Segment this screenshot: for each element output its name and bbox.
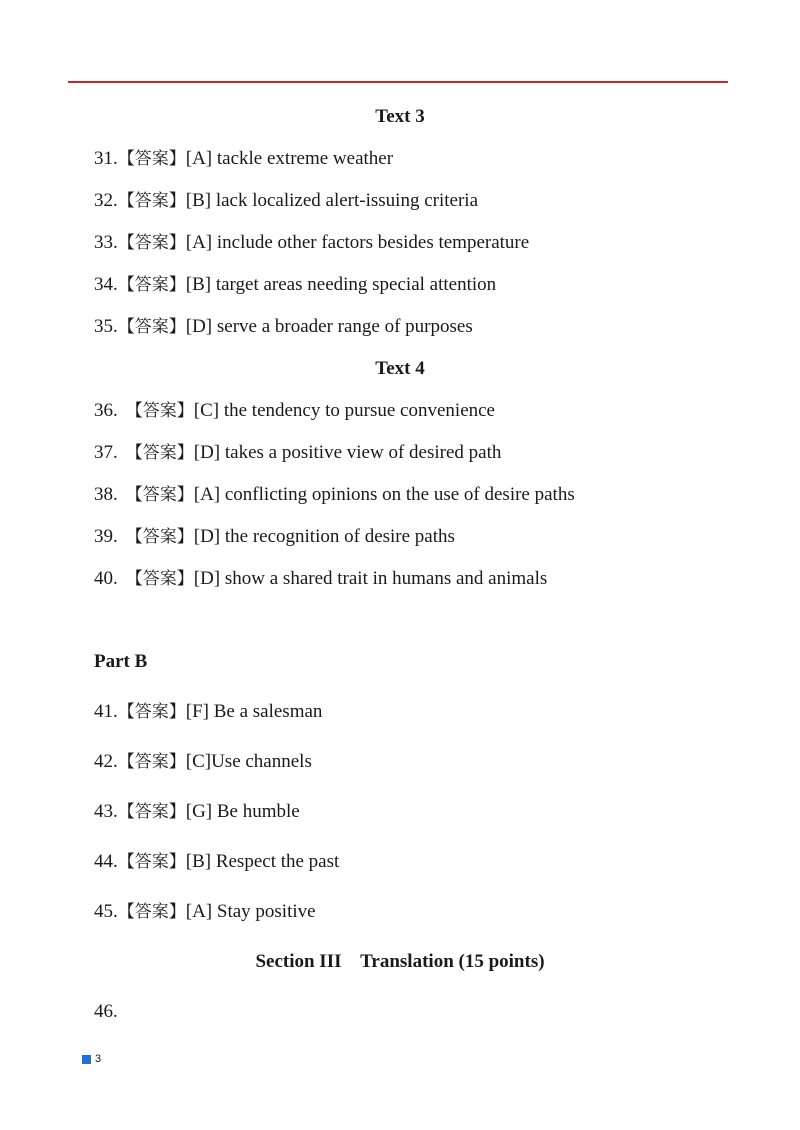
page-number: 3 — [95, 1053, 102, 1065]
answer-text: [F] Be a salesman — [185, 701, 323, 722]
answer-line-42 — [94, 750, 312, 774]
text4-heading: Text 4 — [375, 358, 425, 379]
answer-line-35 — [94, 315, 473, 339]
answer-tag: 【答案】 — [117, 149, 186, 169]
answer-tag: 【答案】 — [117, 702, 186, 722]
question-number: 44. — [94, 851, 118, 872]
header-rule — [68, 81, 728, 83]
answer-text: [B] lack localized alert-issuing criteria — [185, 190, 479, 211]
question-number: 43. — [94, 801, 118, 822]
answer-line-44 — [94, 850, 339, 874]
answer-text: [A] tackle extreme weather — [185, 148, 394, 169]
answer-text: [A] conflicting opinions on the use of desire paths — [193, 484, 575, 505]
answer-line-39 — [94, 525, 455, 549]
answer-tag: 【答案】 — [117, 802, 186, 822]
answer-text: [C]Use channels — [185, 751, 312, 772]
answer-text: [G] Be humble — [185, 801, 300, 822]
question-number: 40. — [94, 568, 118, 589]
text3-heading: Text 3 — [375, 106, 425, 127]
question-number: 31. — [94, 148, 118, 169]
answer-line-38 — [94, 483, 575, 507]
answer-tag: 【答案】 — [125, 569, 194, 589]
question-number: 36. — [94, 400, 118, 421]
question-number: 35. — [94, 316, 118, 337]
answer-line-33 — [94, 231, 529, 255]
part-b-heading: Part B — [94, 651, 148, 672]
answer-tag: 【答案】 — [117, 275, 186, 295]
question-46-number: 46. — [94, 1001, 118, 1022]
answer-line-31 — [94, 147, 393, 171]
answer-tag: 【答案】 — [117, 852, 186, 872]
answer-text: [B] Respect the past — [185, 851, 340, 872]
question-number: 42. — [94, 751, 118, 772]
question-number: 41. — [94, 701, 118, 722]
answer-tag: 【答案】 — [117, 902, 186, 922]
answer-line-36 — [94, 399, 495, 423]
question-number: 37. — [94, 442, 118, 463]
answer-text: [C] the tendency to pursue convenience — [193, 400, 495, 421]
answer-line-32 — [94, 189, 478, 213]
answer-text: [A] include other factors besides temperature — [185, 232, 530, 253]
answer-tag: 【答案】 — [125, 401, 194, 421]
answer-line-41 — [94, 700, 322, 724]
answer-tag: 【答案】 — [125, 485, 194, 505]
answer-text: [A] Stay positive — [185, 901, 316, 922]
answer-text: [D] the recognition of desire paths — [193, 526, 455, 547]
question-number: 38. — [94, 484, 118, 505]
question-number: 39. — [94, 526, 118, 547]
answer-text: [B] target areas needing special attention — [185, 274, 497, 295]
answer-line-40 — [94, 567, 547, 591]
answer-tag: 【答案】 — [117, 752, 186, 772]
page-marker-icon — [82, 1055, 91, 1064]
question-number: 34. — [94, 274, 118, 295]
answer-line-37 — [94, 441, 501, 465]
section-3-heading: Section III Translation (15 points) — [255, 951, 545, 972]
question-number: 33. — [94, 232, 118, 253]
answer-line-43 — [94, 800, 300, 824]
answer-tag: 【答案】 — [117, 191, 186, 211]
question-number: 32. — [94, 190, 118, 211]
question-number: 45. — [94, 901, 118, 922]
answer-tag: 【答案】 — [125, 443, 194, 463]
answer-text: [D] takes a positive view of desired path — [193, 442, 502, 463]
answer-line-34 — [94, 273, 496, 297]
answer-tag: 【答案】 — [125, 527, 194, 547]
answer-line-45 — [94, 900, 316, 924]
answer-tag: 【答案】 — [117, 317, 186, 337]
answer-text: [D] show a shared trait in humans and animals — [193, 568, 548, 589]
answer-tag: 【答案】 — [117, 233, 186, 253]
answer-text: [D] serve a broader range of purposes — [185, 316, 473, 337]
